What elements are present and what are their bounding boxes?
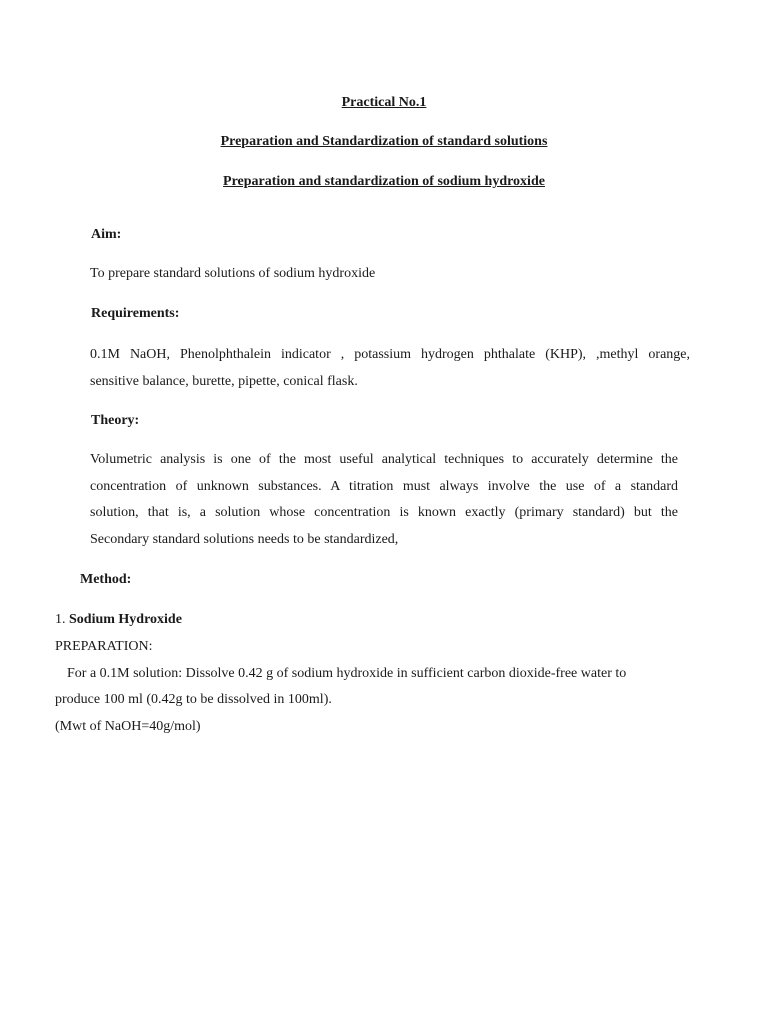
theory-line: Secondary standard solutions needs to be standardized, [90,532,399,547]
method-item-title [55,611,182,629]
method-item-number: 1. [55,612,66,627]
preparation-line: For a 0.1M solution: Dissolve 0.42 g of sodium hydroxide in sufficient carbon dioxide-free water to [67,666,627,681]
preparation-label: PREPARATION: [55,639,153,654]
document-title: Practical No.1 [341,95,427,110]
requirements-line: 0.1M NaOH, Phenolphthalein indicator , potassium hydrogen phthalate (KHP), ,methyl orange, [90,347,690,362]
aim-text: To prepare standard solutions of sodium hydroxide [90,266,376,281]
requirements-heading: Requirements: [91,306,180,321]
theory-line: solution, that is, a solution whose concentration is known exactly (primary standard) but the [90,505,678,520]
subtitle-sodium-hydroxide: Preparation and standardization of sodium hydroxide [223,174,545,189]
method-item-name: Sodium Hydroxide [69,612,182,627]
method-heading: Method: [80,572,132,587]
theory-line: concentration of unknown substances. A titration must always involve the use of a standard [90,479,678,494]
requirements-line: sensitive balance, burette, pipette, conical flask. [90,374,358,389]
theory-heading: Theory: [91,413,140,428]
molecular-weight-note: (Mwt of NaOH=40g/mol) [55,719,201,734]
theory-line: Volumetric analysis is one of the most useful analytical techniques to accurately determine the [90,452,678,467]
aim-heading: Aim: [91,227,122,242]
subtitle-standard-solutions: Preparation and Standardization of standard solutions [220,134,548,149]
preparation-line: produce 100 ml (0.42g to be dissolved in 100ml). [55,692,332,707]
